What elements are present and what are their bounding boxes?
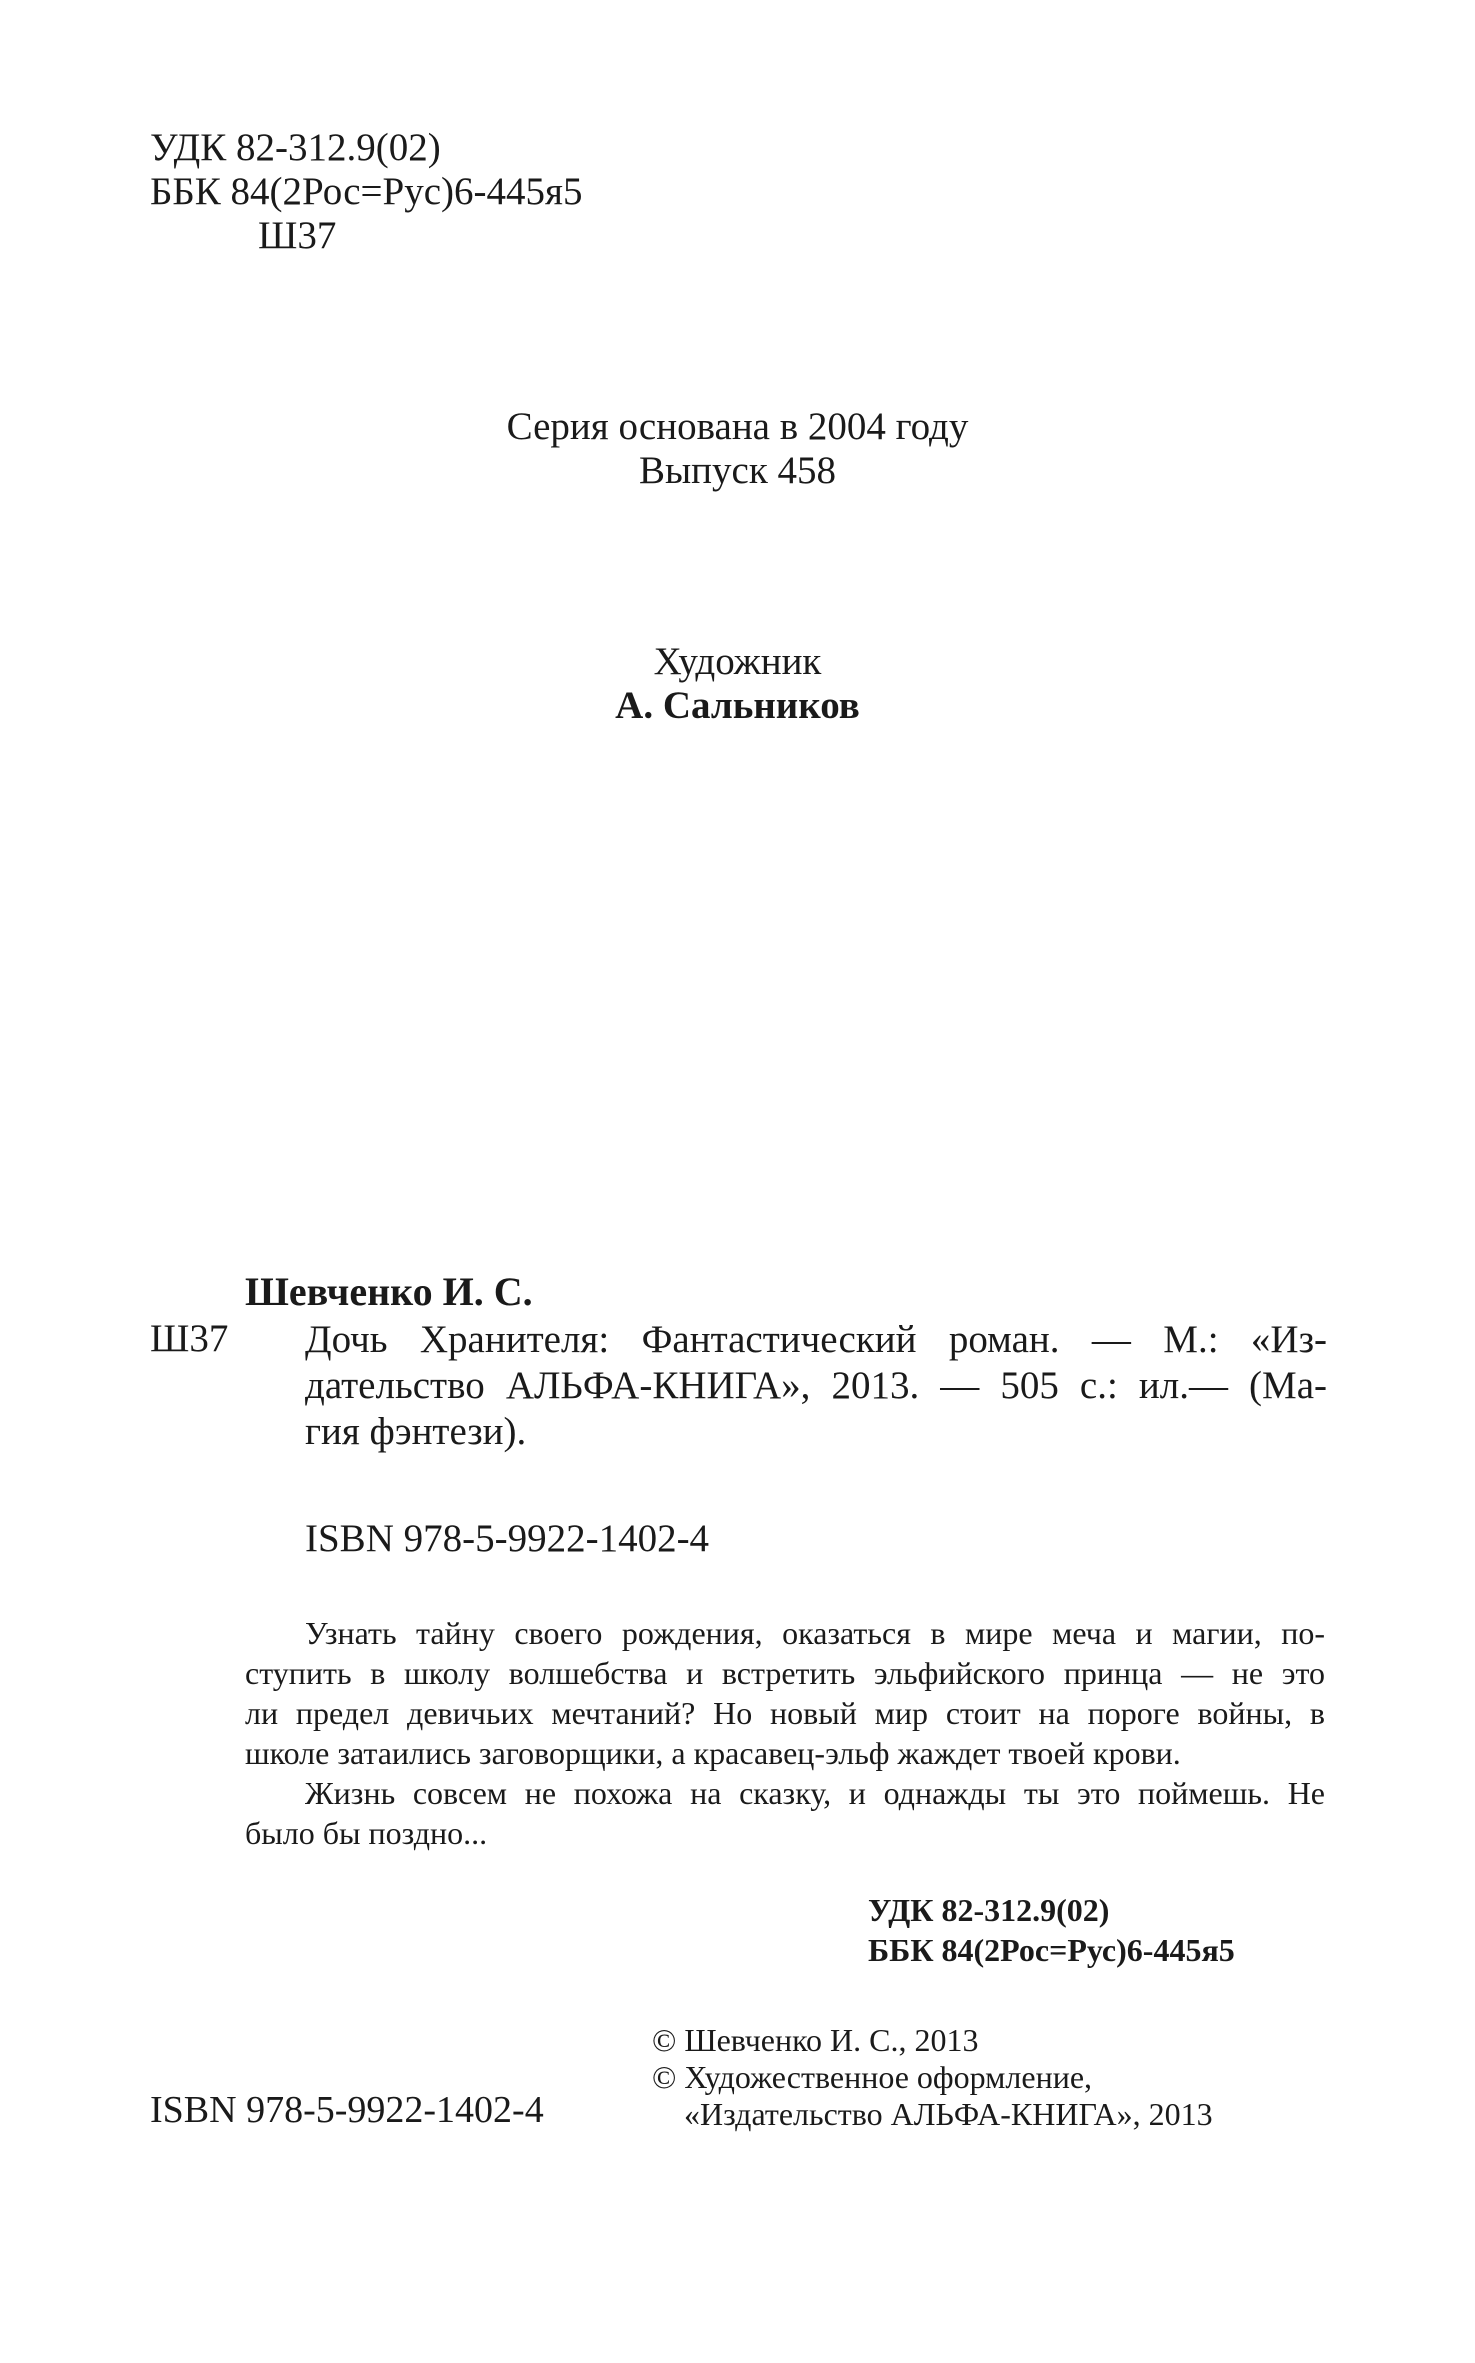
artist-label: Художник — [653, 640, 822, 683]
series-info — [0, 405, 1475, 493]
copyright-block — [652, 2022, 1213, 2133]
classification-udk: УДК 82-312.9(02) — [868, 1892, 1110, 1928]
copyright-design: © Художественное оформление, — [652, 2059, 1093, 2095]
classification-block — [868, 1890, 1235, 1970]
annotation-line: школе затаились заговорщики, а красавец-эльф жаждет твоей крови. — [245, 1735, 1181, 1771]
annotation-line: Жизнь совсем не похожа на сказку, и однажды ты это поймешь. Не — [305, 1775, 1325, 1811]
annotation-line: Узнать тайну своего рождения, оказаться в мире меча и магии, по- — [305, 1615, 1325, 1651]
annotation-line: было бы поздно... — [245, 1815, 488, 1851]
bibliographic-line: Дочь Хранителя: Фантастический роман. — М.: «Из- — [305, 1318, 1327, 1361]
artist-credit — [0, 640, 1475, 728]
series-founded: Серия основана в 2004 году — [506, 405, 969, 448]
udk-header-block — [150, 126, 582, 258]
bibliographic-author: Шевченко И. С. — [245, 1269, 533, 1314]
copyright-publisher: «Издательство АЛЬФА-КНИГА», 2013 — [684, 2096, 1213, 2132]
series-issue: Выпуск 458 — [638, 449, 837, 492]
bibliographic-line: дательство АЛЬФА-КНИГА», 2013. — 505 с.: ил.— (Ма- — [305, 1364, 1327, 1407]
isbn-bottom: ISBN 978-5-9922-1402-4 — [150, 2089, 544, 2131]
annotation-line: ступить в школу волшебства и встретить эльфийского принца — не это — [245, 1655, 1325, 1691]
annotation — [245, 1613, 1325, 1853]
author-mark-code: Ш37 — [258, 214, 337, 257]
bibliographic-isbn: ISBN 978-5-9922-1402-4 — [305, 1517, 710, 1560]
copyright-author: © Шевченко И. С., 2013 — [652, 2022, 979, 2058]
bibliographic-code: Ш37 — [150, 1317, 229, 1360]
classification-bbk: ББК 84(2Рос=Рус)6-445я5 — [868, 1932, 1235, 1968]
bibliographic-description — [305, 1317, 1327, 1455]
annotation-line: ли предел девичьих мечтаний? Но новый мир стоит на пороге войны, в — [245, 1695, 1325, 1731]
bbk-code: ББК 84(2Рос=Рус)6-445я5 — [150, 170, 583, 213]
artist-name: А. Сальников — [615, 684, 860, 727]
udk-code: УДК 82-312.9(02) — [150, 126, 441, 169]
bibliographic-line: гия фэнтези). — [305, 1410, 527, 1453]
